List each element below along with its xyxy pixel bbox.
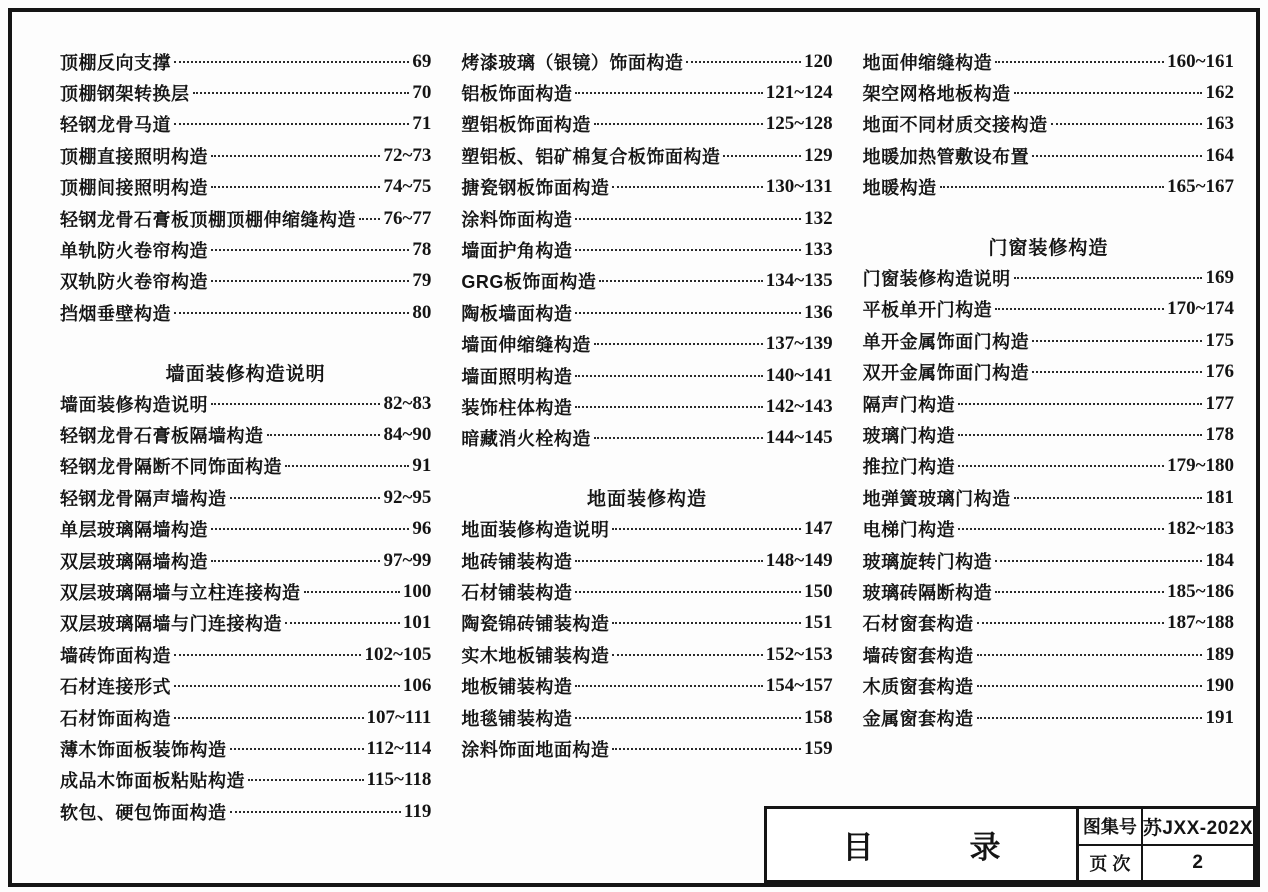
toc-entry [60, 545, 431, 576]
atlas-number-value: 苏JXX-202X [1142, 817, 1253, 839]
entry-title: 金属窗套构造 [862, 708, 974, 729]
entry-title: 单开金属饰面门构造 [862, 331, 1030, 352]
page-number-label: 页 次 [1079, 846, 1143, 881]
toc-entry [461, 423, 832, 454]
dotted-leader [1051, 123, 1203, 125]
dotted-leader [1014, 277, 1203, 279]
entry-page-number: 82~83 [383, 392, 432, 414]
toc-entry [461, 513, 832, 544]
entry-page-number: 96 [412, 518, 432, 540]
dotted-leader [594, 343, 763, 345]
dotted-leader [612, 748, 801, 750]
entry-title: 轻钢龙骨石膏板隔墙构造 [60, 425, 264, 446]
dotted-leader [575, 591, 801, 593]
entry-title: 平板单开门构造 [862, 300, 993, 321]
entry-page-number: 176 [1205, 361, 1234, 383]
entry-title: 地板铺装构造 [461, 677, 573, 698]
entry-title: 顶棚直接照明构造 [60, 146, 208, 167]
entry-page-number: 151 [804, 612, 833, 634]
toc-entry [60, 702, 431, 733]
dotted-leader [723, 155, 801, 157]
entry-page-number: 69 [412, 50, 432, 72]
toc-entry [461, 77, 832, 108]
dotted-leader [995, 308, 1164, 310]
entry-title: 暗藏消火栓构造 [461, 429, 591, 450]
toc-entry [60, 203, 431, 234]
dotted-leader [977, 622, 1164, 624]
entry-page-number: 112~114 [366, 737, 432, 759]
dotted-leader [575, 218, 801, 220]
entry-page-number: 79 [412, 270, 432, 292]
toc-entry [461, 234, 832, 265]
entry-title: 单层玻璃隔墙构造 [60, 520, 208, 541]
title-block [764, 806, 1256, 883]
dotted-leader [995, 560, 1202, 562]
entry-title: 石材饰面构造 [60, 708, 171, 729]
dotted-leader [174, 123, 409, 125]
dotted-leader [594, 123, 763, 125]
dotted-leader [285, 465, 409, 467]
entry-title: 轻钢龙骨马道 [60, 115, 171, 136]
entry-title: 顶棚反向支撑 [60, 52, 171, 73]
dotted-leader [958, 434, 1202, 436]
entry-title: 隔声门构造 [862, 394, 956, 415]
entry-title: 轻钢龙骨隔断不同饰面构造 [60, 457, 282, 478]
toc-entry [461, 545, 832, 576]
section-heading: 门窗装修构造 [988, 238, 1109, 260]
page-border-frame [8, 8, 1260, 887]
entry-title: 地暖加热管敷设布置 [862, 146, 1030, 167]
dotted-leader [248, 779, 364, 781]
toc-entry [863, 576, 1234, 607]
dotted-leader [1032, 155, 1202, 157]
entry-page-number: 101 [402, 612, 432, 634]
sheet-title-char-1: 目 [842, 830, 874, 865]
entry-title: 顶棚钢架转换层 [60, 84, 190, 105]
entry-page-number: 78 [412, 239, 432, 261]
dotted-leader [211, 155, 380, 157]
dotted-leader [211, 186, 380, 188]
entry-page-number: 119 [403, 800, 432, 822]
entry-page-number: 132 [804, 207, 833, 229]
dotted-leader [1032, 371, 1202, 373]
toc-entry [863, 325, 1234, 356]
dotted-leader [230, 748, 364, 750]
toc-entry [461, 360, 832, 391]
toc-entry [461, 172, 832, 203]
dotted-leader [174, 654, 361, 656]
dotted-leader [594, 437, 763, 439]
entry-page-number: 159 [804, 737, 833, 759]
entry-page-number: 190 [1205, 675, 1234, 697]
sheet-title-char-2: 录 [969, 830, 1001, 865]
toc-column-2 [461, 46, 832, 827]
toc-entry [60, 576, 431, 607]
entry-page-number: 185~186 [1167, 580, 1234, 602]
entry-page-number: 152~153 [765, 643, 833, 665]
toc-entry [60, 419, 431, 450]
dotted-leader [940, 186, 1164, 188]
toc-entry [863, 77, 1234, 108]
entry-title: 木质窗套构造 [862, 677, 974, 698]
entry-title: 单轨防火卷帘构造 [60, 241, 208, 262]
toc-entry [60, 639, 431, 670]
entry-page-number: 184 [1205, 549, 1234, 571]
toc-entry [461, 391, 832, 422]
toc-entry [60, 140, 431, 171]
entry-title: 地面不同材质交接构造 [862, 115, 1048, 136]
entry-page-number: 164 [1205, 144, 1234, 166]
toc-entry [60, 297, 431, 328]
entry-page-number: 187~188 [1167, 612, 1234, 634]
toc-entry [461, 297, 832, 328]
dotted-leader [977, 685, 1203, 687]
toc-entry [863, 140, 1234, 171]
toc-entry [461, 46, 832, 77]
dotted-leader [211, 560, 380, 562]
dotted-leader [599, 280, 762, 282]
dotted-leader [575, 249, 801, 251]
toc-columns [60, 46, 1234, 827]
toc-entry [863, 451, 1234, 482]
entry-page-number: 191 [1205, 706, 1234, 728]
atlas-number-label: 图集号 [1079, 809, 1143, 844]
entry-page-number: 154~157 [765, 675, 833, 697]
entry-page-number: 147 [804, 518, 833, 540]
entry-title: 玻璃门构造 [862, 425, 956, 446]
section-heading: 墙面装修构造说明 [165, 363, 326, 385]
dotted-leader [230, 497, 381, 499]
toc-column-1 [60, 46, 431, 827]
entry-page-number: 150 [804, 580, 833, 602]
entry-page-number: 133 [804, 239, 833, 261]
entry-title: 玻璃砖隔断构造 [862, 582, 993, 603]
entry-title: 地弹簧玻璃门构造 [862, 488, 1011, 509]
entry-title: 软包、硬包饰面构造 [60, 802, 227, 823]
dotted-leader [995, 591, 1164, 593]
dotted-leader [193, 92, 410, 94]
entry-title: 铝板饰面构造 [461, 84, 573, 105]
entry-title: 推拉门构造 [862, 457, 956, 478]
entry-page-number: 115~118 [366, 769, 432, 791]
entry-title: 地面伸缩缝构造 [862, 52, 993, 73]
toc-column-3 [863, 46, 1234, 827]
sheet-title [767, 809, 1079, 880]
dotted-leader [174, 312, 409, 314]
entry-title: 搪瓷钢板饰面构造 [461, 178, 610, 199]
dotted-leader [285, 622, 400, 624]
dotted-leader [575, 717, 801, 719]
toc-entry [863, 46, 1234, 77]
entry-title: 电梯门构造 [862, 520, 956, 541]
entry-title: 装饰柱体构造 [461, 397, 573, 418]
toc-entry [60, 513, 431, 544]
toc-entry [461, 639, 832, 670]
entry-title: 石材连接形式 [60, 677, 171, 698]
dotted-leader [267, 434, 381, 436]
entry-title: 墙砖饰面构造 [60, 645, 171, 666]
page-number-row [1079, 844, 1253, 881]
dotted-leader [958, 528, 1164, 530]
toc-entry [60, 46, 431, 77]
dotted-leader [612, 622, 801, 624]
toc-entry [461, 670, 832, 701]
entry-title: 轻钢龙骨石膏板顶棚顶棚伸缩缝构造 [60, 209, 356, 230]
dotted-leader [977, 717, 1203, 719]
entry-page-number: 107~111 [366, 706, 432, 728]
toc-entry [461, 329, 832, 360]
dotted-leader [211, 403, 380, 405]
entry-title: 石材铺装构造 [461, 582, 573, 603]
entry-title: 陶板墙面构造 [461, 303, 573, 324]
dotted-leader [575, 312, 801, 314]
dotted-leader [230, 811, 401, 813]
entry-page-number: 125~128 [765, 113, 833, 135]
entry-page-number: 189 [1205, 643, 1234, 665]
entry-page-number: 106 [402, 675, 432, 697]
entry-page-number: 92~95 [383, 486, 432, 508]
toc-entry [461, 266, 832, 297]
entry-page-number: 74~75 [383, 176, 432, 198]
entry-page-number: 134~135 [765, 270, 833, 292]
toc-entry [461, 702, 832, 733]
entry-title: 架空网格地板构造 [862, 84, 1011, 105]
entry-page-number: 178 [1205, 423, 1234, 445]
entry-page-number: 100 [402, 580, 432, 602]
entry-title: 实木地板铺装构造 [461, 645, 610, 666]
entry-title: 塑铝板饰面构造 [461, 115, 591, 136]
toc-entry [863, 608, 1234, 639]
entry-title: 挡烟垂壁构造 [60, 303, 171, 324]
toc-entry [461, 733, 832, 764]
toc-entry [863, 513, 1234, 544]
entry-page-number: 130~131 [765, 176, 833, 198]
toc-entry [863, 262, 1234, 293]
entry-page-number: 136 [804, 301, 833, 323]
entry-title: 石材窗套构造 [862, 614, 974, 635]
dotted-leader [1014, 92, 1203, 94]
toc-entry [60, 266, 431, 297]
entry-title: 地面装修构造说明 [461, 520, 610, 541]
entry-page-number: 140~141 [765, 364, 833, 386]
toc-entry [863, 702, 1234, 733]
entry-title: 地砖铺装构造 [461, 551, 573, 572]
entry-page-number: 80 [412, 301, 432, 323]
entry-page-number: 182~183 [1167, 518, 1234, 540]
toc-entry [60, 109, 431, 140]
entry-title: 门窗装修构造说明 [862, 269, 1011, 290]
toc-entry [60, 765, 431, 796]
entry-title: 轻钢龙骨隔声墙构造 [60, 488, 227, 509]
entry-title: 成品木饰面板粘贴构造 [60, 771, 245, 792]
section-heading: 地面装修构造 [586, 489, 707, 511]
entry-title: 地毯铺装构造 [461, 708, 573, 729]
dotted-leader [575, 375, 762, 377]
entry-title: 塑铝板、铝矿棉复合板饰面构造 [461, 146, 721, 167]
entry-page-number: 181 [1205, 486, 1234, 508]
toc-entry [60, 388, 431, 419]
dotted-leader [575, 685, 762, 687]
dotted-leader [304, 591, 400, 593]
entry-page-number: 102~105 [364, 643, 432, 665]
dotted-leader [359, 218, 380, 220]
atlas-number-row [1079, 809, 1253, 844]
entry-page-number: 148~149 [765, 549, 833, 571]
entry-page-number: 165~167 [1167, 176, 1234, 198]
entry-title: 双开金属饰面门构造 [862, 363, 1030, 384]
entry-title: 墙面装修构造说明 [60, 394, 208, 415]
dotted-leader [958, 403, 1202, 405]
entry-page-number: 179~180 [1167, 455, 1234, 477]
entry-title: 玻璃旋转门构造 [862, 551, 993, 572]
entry-page-number: 158 [804, 706, 833, 728]
entry-title: 双层玻璃隔墙与门连接构造 [60, 614, 282, 635]
entry-title: 涂料饰面构造 [461, 209, 573, 230]
dotted-leader [174, 717, 364, 719]
entry-page-number: 97~99 [383, 549, 432, 571]
toc-entry [863, 545, 1234, 576]
entry-title: 地暖构造 [862, 178, 937, 199]
toc-entry [461, 576, 832, 607]
dotted-leader [958, 465, 1164, 467]
entry-page-number: 76~77 [383, 207, 432, 229]
entry-page-number: 91 [412, 455, 432, 477]
entry-page-number: 72~73 [383, 144, 432, 166]
entry-page-number: 120 [804, 50, 833, 72]
entry-page-number: 163 [1205, 113, 1234, 135]
toc-entry [863, 639, 1234, 670]
dotted-leader [575, 92, 762, 94]
toc-entry [461, 203, 832, 234]
toc-entry [60, 482, 431, 513]
entry-title: 顶棚间接照明构造 [60, 178, 208, 199]
dotted-leader [686, 61, 801, 63]
entry-page-number: 137~139 [765, 333, 833, 355]
toc-entry [60, 608, 431, 639]
entry-title: 墙面照明构造 [461, 366, 573, 387]
dotted-leader [612, 654, 762, 656]
entry-title: 烤漆玻璃（银镜）饰面构造 [461, 52, 684, 73]
entry-title: 薄木饰面板装饰构造 [60, 739, 227, 760]
entry-title: GRG板饰面构造 [461, 272, 597, 293]
entry-title: 墙面护角构造 [461, 241, 573, 262]
toc-entry [461, 140, 832, 171]
toc-entry [863, 109, 1234, 140]
entry-page-number: 177 [1205, 392, 1234, 414]
dotted-leader [612, 528, 801, 530]
dotted-leader [612, 186, 762, 188]
entry-title: 双轨防火卷帘构造 [60, 272, 208, 293]
entry-title: 双层玻璃隔墙构造 [60, 551, 208, 572]
dotted-leader [575, 560, 762, 562]
toc-entry [60, 733, 431, 764]
toc-entry [461, 608, 832, 639]
dotted-leader [575, 406, 762, 408]
toc-entry [863, 419, 1234, 450]
entry-title: 双层玻璃隔墙与立柱连接构造 [60, 582, 301, 603]
entry-page-number: 121~124 [765, 82, 833, 104]
entry-page-number: 160~161 [1167, 50, 1234, 72]
entry-page-number: 170~174 [1167, 298, 1234, 320]
dotted-leader [174, 685, 400, 687]
entry-title: 涂料饰面地面构造 [461, 739, 610, 760]
dotted-leader [1014, 497, 1203, 499]
title-block-info [1079, 809, 1253, 880]
toc-entry [863, 482, 1234, 513]
entry-page-number: 142~143 [765, 395, 833, 417]
toc-entry [863, 294, 1234, 325]
entry-page-number: 84~90 [383, 423, 432, 445]
dotted-leader [211, 280, 409, 282]
entry-page-number: 71 [412, 113, 432, 135]
page-number-value: 2 [1192, 851, 1204, 873]
entry-title: 陶瓷锦砖铺装构造 [461, 614, 610, 635]
entry-page-number: 162 [1205, 82, 1234, 104]
dotted-leader [211, 249, 409, 251]
entry-page-number: 129 [804, 144, 833, 166]
entry-page-number: 144~145 [765, 427, 833, 449]
dotted-leader [1032, 340, 1202, 342]
toc-entry [60, 670, 431, 701]
toc-entry [60, 77, 431, 108]
entry-title: 墙砖窗套构造 [862, 645, 974, 666]
toc-entry [863, 670, 1234, 701]
entry-page-number: 169 [1205, 267, 1234, 289]
toc-entry [863, 172, 1234, 203]
dotted-leader [995, 61, 1164, 63]
toc-entry [863, 357, 1234, 388]
entry-page-number: 70 [412, 82, 432, 104]
toc-entry [863, 388, 1234, 419]
toc-entry [60, 234, 431, 265]
dotted-leader [977, 654, 1203, 656]
toc-entry [60, 451, 431, 482]
dotted-leader [174, 61, 409, 63]
dotted-leader [211, 528, 409, 530]
toc-entry [60, 796, 431, 827]
toc-entry [461, 109, 832, 140]
toc-entry [60, 172, 431, 203]
entry-title: 墙面伸缩缝构造 [461, 335, 591, 356]
entry-page-number: 175 [1205, 329, 1234, 351]
